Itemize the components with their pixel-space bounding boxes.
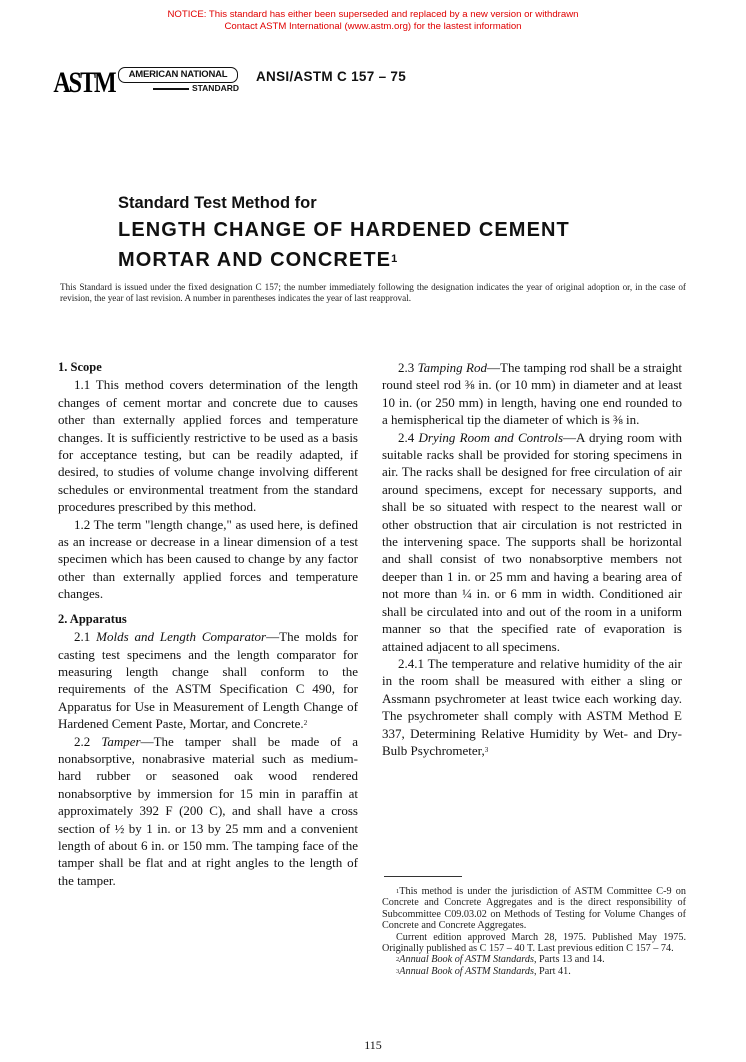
footnote-2-italic: Annual Book of ASTM Standards (399, 954, 534, 966)
paragraph-2-3 (382, 359, 682, 429)
footnote-1-continued: Current edition approved March 28, 1975. Published May 1975. Originally published as C 157 – 40 T. Last previous edition C 157 – 74. (382, 931, 686, 955)
paragraph-2-1 (58, 628, 358, 732)
paragraph-1-2: 1.2 The term "length change," as used here, is defined as an increase or decrease in a linear dimension of a test specimen which has been caused to change by any factor other than externally applied forces and temperature changes. (58, 516, 358, 602)
footnote-2-text: , Parts 13 and 14. (533, 954, 605, 966)
document-header (53, 62, 560, 102)
document-subtitle: Standard Test Method for (118, 194, 317, 212)
title-footnote-mark: 1 (391, 253, 398, 265)
section-heading-apparatus: 2. Apparatus (58, 611, 127, 626)
paragraph-2-4-1 (382, 655, 682, 759)
badge-rule (153, 88, 189, 90)
paragraph-2-2-title: Tamper (101, 733, 141, 749)
paragraph-2-3-text: —The tamping rod shall be a straight round steel rod ⅜ in. (or 10 mm) in diameter and at least 10 in. (or 250 mm) in length, having one end rounded to a hemispherical tip the diameter of which is ⅜ in. (382, 360, 683, 428)
document-title-line-2 (118, 246, 678, 274)
paragraph-2-3-title: Tamping Rod (417, 360, 487, 375)
supersession-notice (0, 9, 746, 33)
paragraph-2-2-number: 2.2 (74, 733, 91, 749)
footnote-2-mark: 2 (396, 956, 400, 964)
standard-designation: ANSI/ASTM C 157 – 75 (256, 69, 407, 84)
footnote-1-mark: 1 (396, 888, 400, 895)
left-column (58, 359, 358, 889)
footnote-1-text: This method is under the jurisdiction of ASTM Committee C-9 on Concrete and Concrete Aggregates and is the direct responsibility of Subcommittee C09.03.02 on Methods of Testing for Volume Changes of Concrete and Concrete Aggregates. (382, 886, 686, 932)
astm-logo-icon (53, 62, 115, 102)
paragraph-2-4 (382, 429, 682, 655)
astm-logo-text: ASTM (53, 65, 115, 99)
footnote-1 (382, 886, 686, 932)
footnotes (382, 886, 686, 977)
paragraph-2-4-text: —A drying room with suitable racks shall be provided for storing specimens in air. The racks shall be designed for free circulation of air around specimens, except for necessary supports, and shall be so situated with respect to the nearest wall or other obstruction that air circulation is not restricted in the intervening space. The supports shall be horizontal and shall consist of two nonabsorptive members not deeper than 1 in. or 25 mm and having a bearing area of not more than ¼ in. or 6 mm in width. Conditioned air shall be circulated into and out of the room in a uniform manner so that the specified rate of evaporation is attained adjacent to all specimens. (382, 429, 682, 654)
footnote-2 (382, 954, 686, 965)
ansi-badge-bottom (118, 82, 239, 94)
footnote-3-text: , Part 41. (533, 965, 571, 977)
footnote-3-italic: Annual Book of ASTM Standards (399, 965, 534, 977)
footnote-3-mark: 3 (396, 967, 400, 975)
footnote-3 (382, 966, 686, 977)
paragraph-2-4-number: 2.4 (398, 429, 415, 445)
section-heading-scope: 1. Scope (58, 360, 102, 374)
paragraph-2-2-text: —The tamper shall be made of a nonabsorptive, nonabrasive material such as medium-hard rubber or seasoned oak wood rendered nonabsorptive by immersion for 15 min in paraffin at approximately 392 F (200 C), and shall have a cross section of ½ by 1 in. or 13 by 25 mm and a convenient length of about 6 in. or 150 mm. The tamping face of the tamper shall be flat and at right angles to the length of the tamper. (58, 733, 358, 888)
right-column (382, 359, 682, 759)
ansi-badge-bottom-text: STANDARD (191, 83, 239, 93)
notice-line-1: NOTICE: This standard has either been superseded and replaced by a new version or withdrawn (167, 9, 579, 20)
footnote-ref-3: 3 (484, 745, 489, 754)
title-line-2-text: MORTAR AND CONCRETE (118, 249, 392, 271)
paragraph-1-1: 1.1 This method covers determination of the length changes of cement mortar and concrete due to causes other than externally applied forces and temperature changes. It is sufficiently restrictive to be used as a basis for acceptance testing, but can be readily adapted, if desired, to studies of volume change involving different schedules or environmental treatment from the standard procedures prescribed by this method. (58, 377, 358, 515)
title-block (118, 192, 678, 274)
paragraph-2-4-title: Drying Room and Controls (418, 429, 564, 445)
footnote-ref-2: 2 (303, 719, 308, 728)
notice-line-2: Contact ASTM International (www.astm.org) for the lastest information (224, 21, 522, 32)
paragraph-2-4-1-text: 2.4.1 The temperature and relative humidity of the air in the room shall be measured with either a sling or Assmann psychrometer at least twice each working day. The psychrometer shall comply with ASTM Method E 337, Determining Relative Humidity by Wet- and Dry-Bulb Psychrometer, (382, 655, 682, 758)
issuance-note: This Standard is issued under the fixed designation C 157; the number immediately following the designation indicates the year of original adoption or, in the case of revision, the year of last revision. A number in parentheses indicates the year of last reapproval. (60, 282, 686, 304)
paragraph-2-1-title: Molds and Length Comparator (96, 629, 267, 645)
ansi-badge-top: AMERICAN NATIONAL (118, 67, 238, 83)
paragraph-2-1-number: 2.1 (74, 629, 91, 645)
footnote-divider (384, 876, 462, 877)
paragraph-2-2 (58, 733, 358, 890)
document-title-line-1: LENGTH CHANGE OF HARDENED CEMENT (118, 219, 570, 241)
paragraph-2-3-number: 2.3 (398, 360, 415, 375)
ansi-badge (118, 67, 240, 93)
paragraph-2-1-text: —The molds for casting test specimens and the length comparator for measuring length change shall conform to the requirements of the ASTM Specification C 490, for Apparatus for Use in Measurement of Length Change of Hardened Cement Paste, Mortar, and Concrete. (58, 629, 359, 732)
page-number: 115 (364, 1038, 382, 1052)
